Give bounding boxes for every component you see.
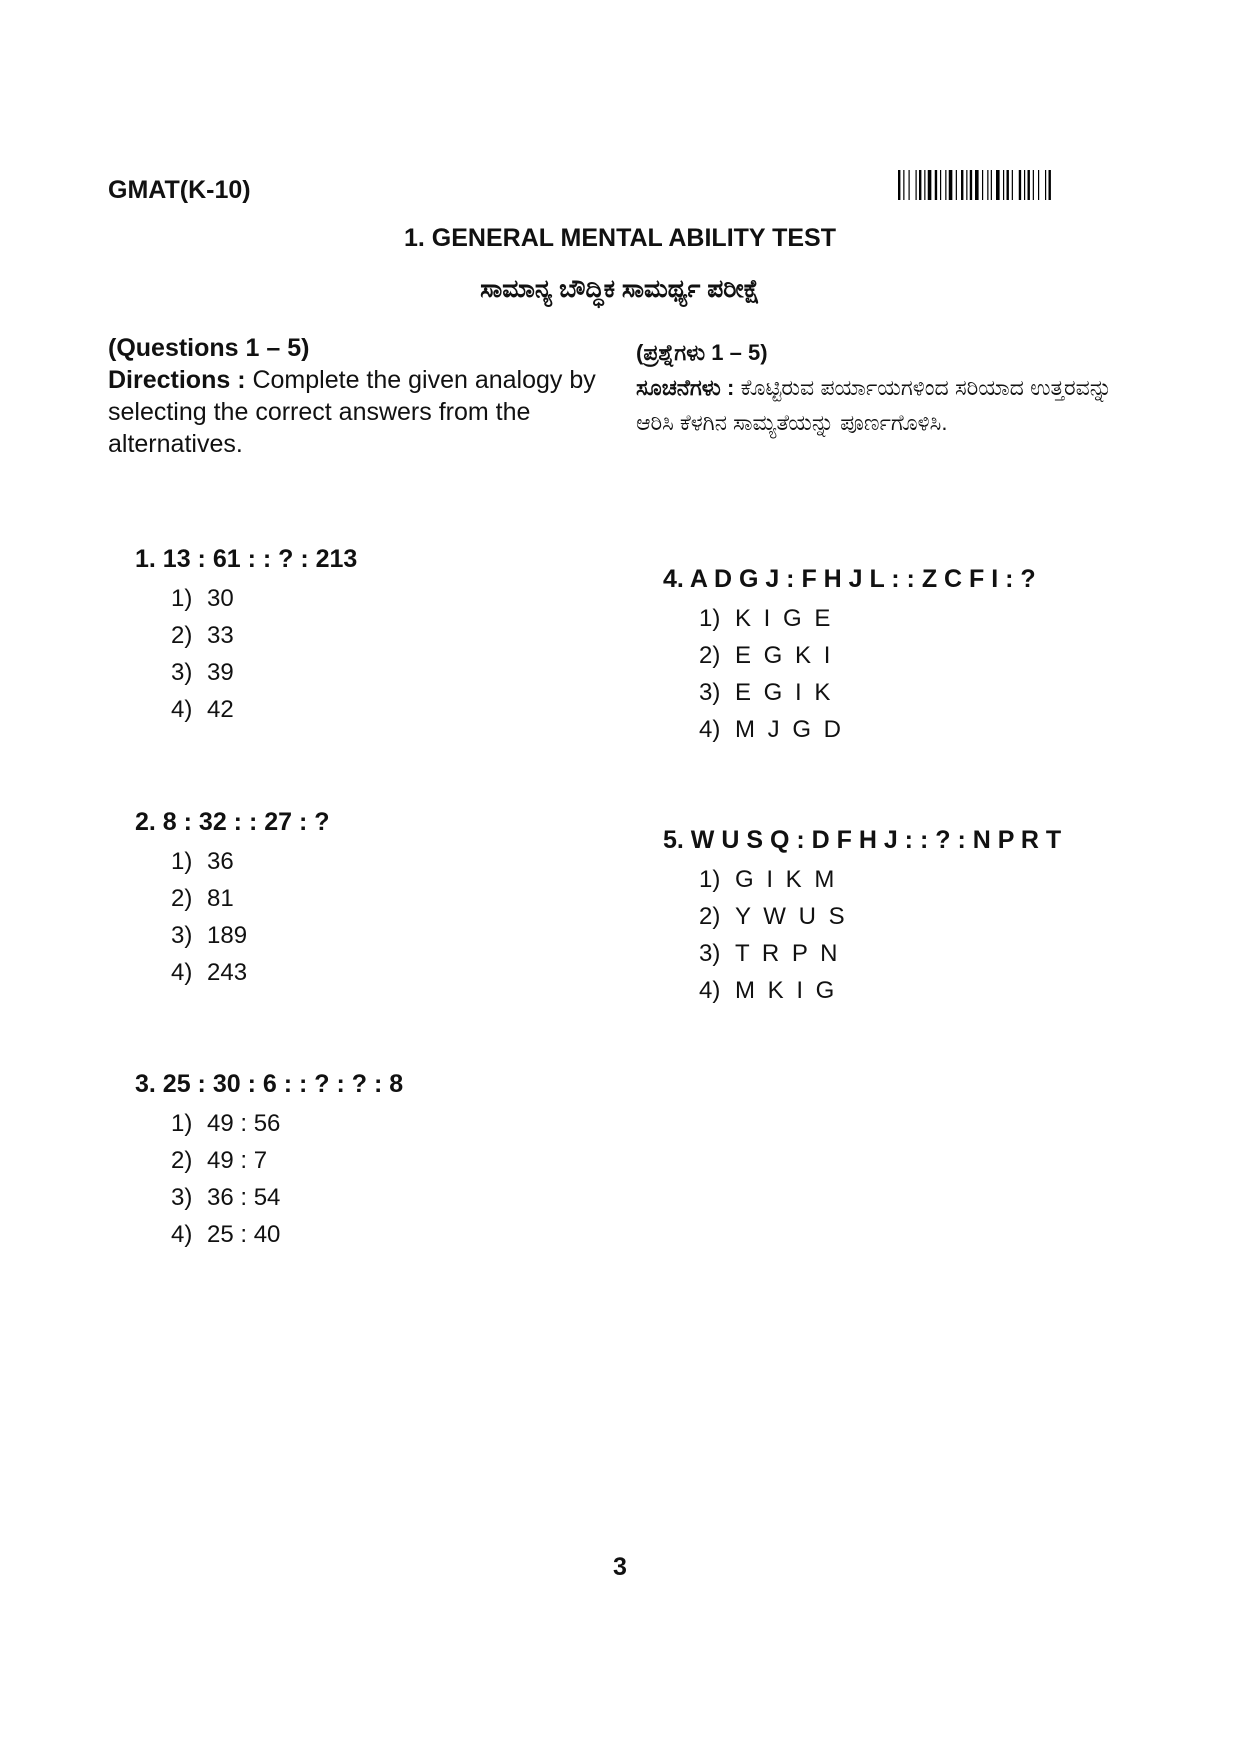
- option-3: 3) E G I K: [699, 678, 834, 706]
- question-5: [663, 826, 1133, 1009]
- option-2: 2) 33: [171, 621, 234, 649]
- option-2: 2) 81: [171, 884, 234, 912]
- question-4: [663, 565, 1133, 748]
- directions-text-kannada: ಕೊಟ್ಟಿರುವ ಪರ್ಯಾಯಗಳಿಂದ ಸರಿಯಾದ ಉತ್ತರವನ್ನು ಆರಿಸಿ ಕೆಳಗಿನ ಸಾಮ್ಯತೆಯನ್ನು ಪೂರ್ಣಗೊಳಿಸಿ.: [636, 375, 1112, 435]
- option-1: 1) 30: [171, 584, 234, 612]
- barcode: [898, 170, 1108, 200]
- directions-label-kannada: ಸೂಚನೆಗಳು :: [636, 375, 735, 400]
- question-text: 4. A D G J : F H J L : : Z C F I : ?: [663, 565, 1036, 593]
- directions-text: Complete the given analogy by selecting the correct answers from the alternatives.: [108, 366, 596, 458]
- question-text: 2. 8 : 32 : : 27 : ?: [135, 808, 330, 836]
- page-number: 3: [613, 1553, 627, 1581]
- question-text: 5. W U S Q : D F H J : : ? : N P R T: [663, 826, 1062, 854]
- question-text: 3. 25 : 30 : 6 : : ? : ? : 8: [135, 1070, 404, 1098]
- option-4: 4) M K I G: [699, 976, 838, 1004]
- option-1: 1) 49 : 56: [171, 1109, 281, 1137]
- option-4: 4) 42: [171, 695, 234, 723]
- question-1: [135, 545, 605, 728]
- option-4: 4) 243: [171, 958, 248, 986]
- directions-label: Directions :: [108, 366, 246, 394]
- option-1: 1) 36: [171, 847, 234, 875]
- option-3: 3) 39: [171, 658, 234, 686]
- directions-kannada: [636, 335, 1112, 440]
- option-2: 2) Y W U S: [699, 902, 848, 930]
- page-subtitle-kannada: ಸಾಮಾನ್ಯ ಬೌದ್ಧಿಕ ಸಾಮರ್ಥ್ಯ ಪರೀಕ್ಷೆ: [480, 275, 760, 303]
- question-text: 1. 13 : 61 : : ? : 213: [135, 545, 358, 573]
- option-3: 3) 36 : 54: [171, 1183, 281, 1211]
- question-2: [135, 808, 605, 991]
- option-1: 1) G I K M: [699, 865, 838, 893]
- exam-code: GMAT(K-10): [108, 176, 251, 204]
- question-3: [135, 1070, 605, 1253]
- option-4: 4) 25 : 40: [171, 1220, 281, 1248]
- option-1: 1) K I G E: [699, 604, 834, 632]
- option-2: 2) E G K I: [699, 641, 834, 669]
- question-range: (Questions 1 – 5): [108, 334, 310, 362]
- page-title: 1. GENERAL MENTAL ABILITY TEST: [404, 224, 836, 252]
- directions-english: [108, 332, 608, 460]
- option-2: 2) 49 : 7: [171, 1146, 268, 1174]
- option-3: 3) T R P N: [699, 939, 841, 967]
- option-4: 4) M J G D: [699, 715, 844, 743]
- option-3: 3) 189: [171, 921, 248, 949]
- question-range-kannada: (ಪ್ರಶ್ನೆಗಳು 1 – 5): [636, 340, 768, 365]
